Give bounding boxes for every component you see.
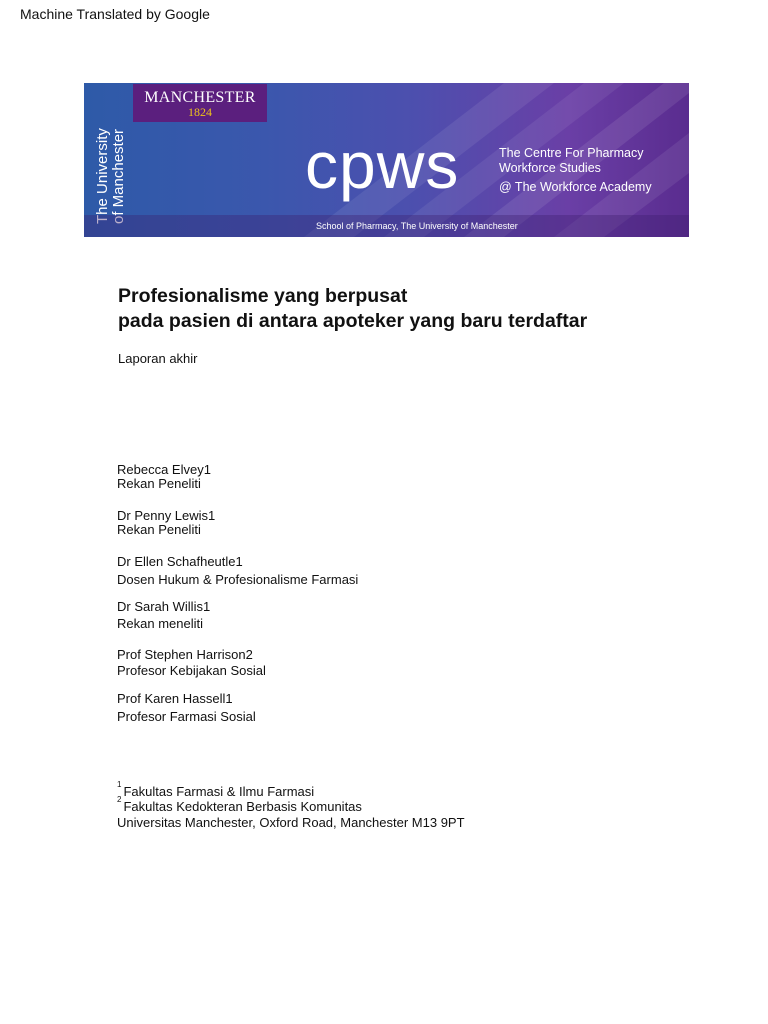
- university-line-1: The University: [94, 128, 111, 224]
- affiliation-text: Fakultas Farmasi & Ilmu Farmasi: [123, 784, 315, 799]
- affiliation-2: [117, 795, 362, 814]
- university-wordmark: [95, 128, 127, 224]
- affiliation-address: [117, 815, 465, 830]
- author-entry: [117, 509, 215, 537]
- cpws-line-1: The Centre For Pharmacy: [499, 146, 644, 160]
- cpws-line-3: @ The Workforce Academy: [499, 180, 652, 194]
- author-entry: [117, 463, 211, 491]
- author-entry: [117, 647, 266, 679]
- author-role: Profesor Kebijakan Sosial: [117, 663, 266, 678]
- affiliation-text: Fakultas Kedokteran Berbasis Komunitas: [123, 799, 362, 814]
- author-entry: [117, 690, 256, 726]
- affiliation-mark: 1: [117, 780, 122, 789]
- author-name: Rebecca Elvey1: [117, 462, 211, 477]
- document-title: [118, 284, 587, 334]
- author-entry: [117, 598, 210, 632]
- document-subtitle: Laporan akhir: [118, 351, 198, 366]
- author-name: Dr Ellen Schafheutle1: [117, 554, 243, 569]
- machine-translation-note: Machine Translated by Google: [20, 6, 210, 22]
- affiliation-mark: 2: [117, 795, 122, 804]
- manchester-logo: [133, 84, 267, 122]
- affiliation-text: Universitas Manchester, Oxford Road, Manchester M13 9PT: [117, 815, 465, 830]
- manchester-logo-name: MANCHESTER: [144, 89, 256, 106]
- title-line-1: Profesionalisme yang berpusat: [118, 285, 408, 307]
- author-role: Rekan Peneliti: [117, 522, 201, 537]
- author-role: Rekan Peneliti: [117, 476, 201, 491]
- author-role: Dosen Hukum & Profesionalisme Farmasi: [117, 572, 359, 587]
- author-name: Prof Stephen Harrison2: [117, 647, 253, 662]
- author-name: Dr Penny Lewis1: [117, 508, 216, 523]
- author-role: Profesor Farmasi Sosial: [117, 709, 256, 724]
- cpws-logo: cpws: [305, 128, 460, 202]
- manchester-logo-year: 1824: [188, 105, 212, 119]
- affiliation-1: [117, 780, 315, 799]
- title-line-2: pada pasien di antara apoteker yang baru terdaftar: [118, 310, 588, 332]
- author-entry: [117, 553, 358, 589]
- author-role: Rekan meneliti: [117, 616, 203, 631]
- university-line-2: of Manchester: [110, 128, 127, 224]
- author-name: Prof Karen Hassell1: [117, 691, 233, 706]
- cpws-description: [499, 146, 652, 195]
- cpws-line-2: Workforce Studies: [499, 161, 601, 175]
- author-name: Dr Sarah Willis1: [117, 599, 211, 614]
- banner-footer-text: School of Pharmacy, The University of Manchester: [316, 221, 518, 231]
